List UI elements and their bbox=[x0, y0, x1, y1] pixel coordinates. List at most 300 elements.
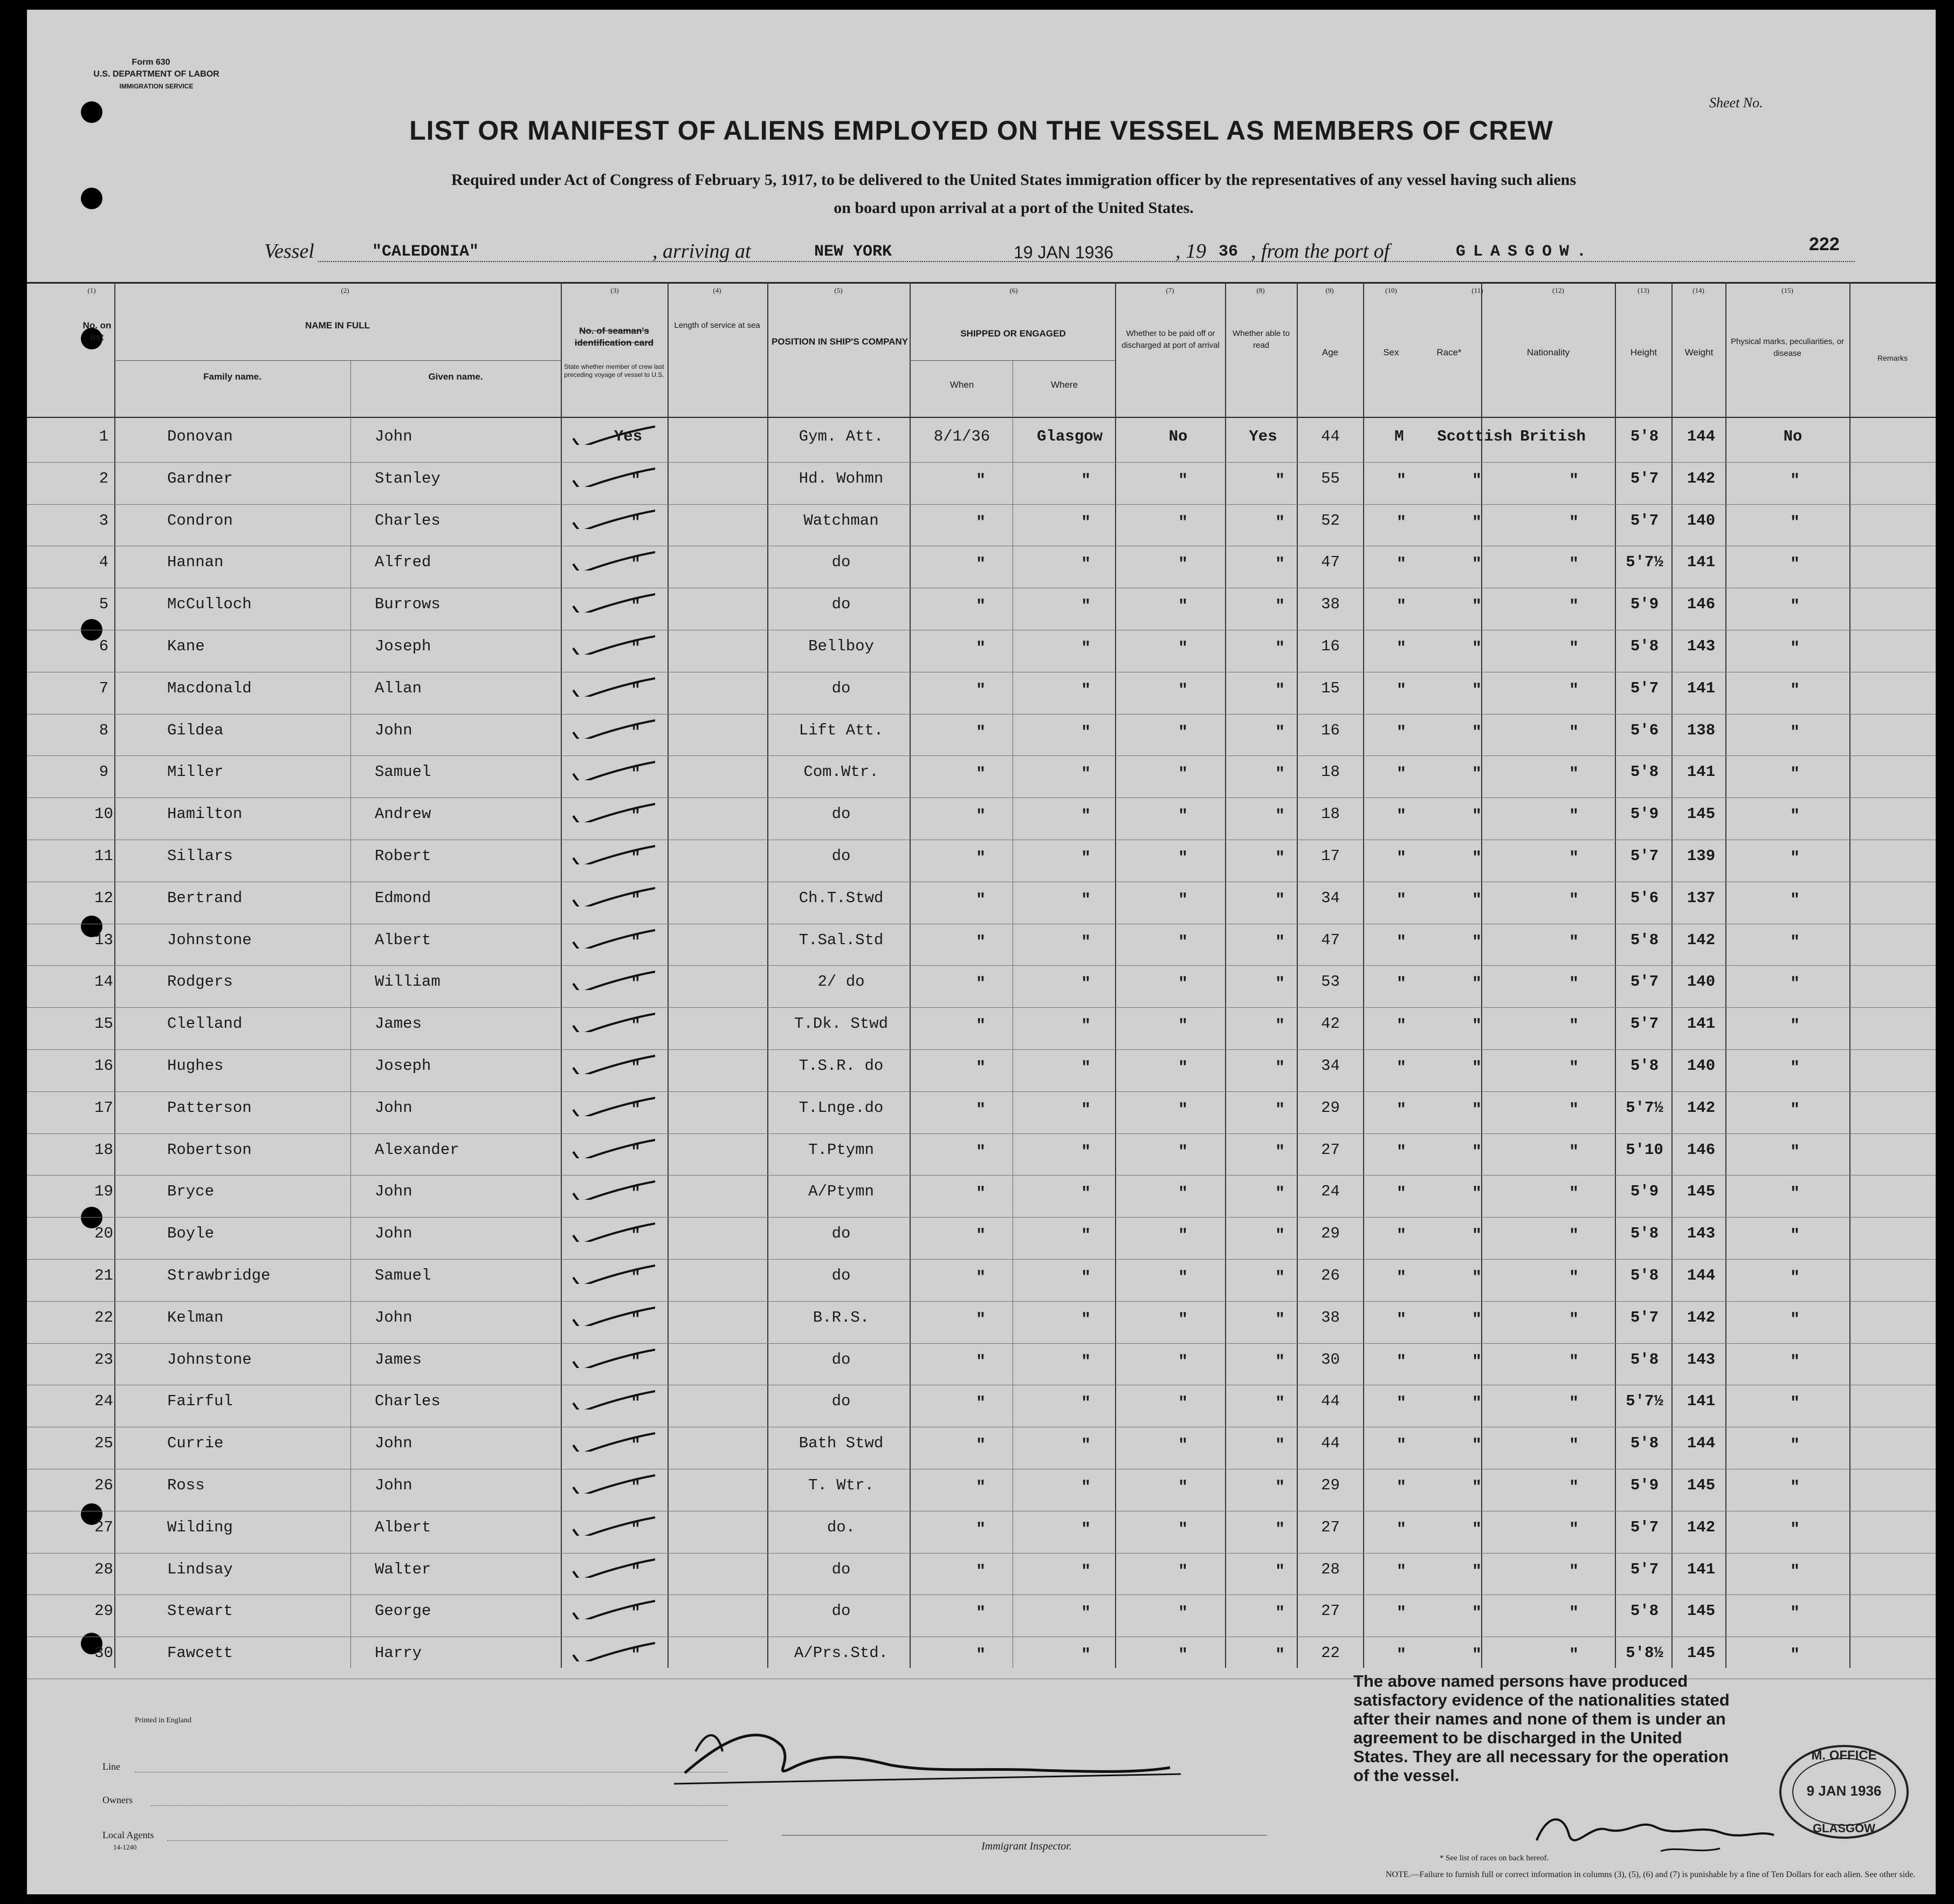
column-number: (5) bbox=[834, 286, 843, 294]
physical-marks-ditto: " bbox=[1790, 513, 1800, 532]
nationality-ditto: " bbox=[1569, 1520, 1579, 1539]
able-read-ditto: " bbox=[1275, 807, 1285, 826]
height: 5'7 bbox=[1630, 511, 1659, 530]
shipped-where-ditto: " bbox=[1081, 891, 1091, 910]
row-number: 13 bbox=[94, 931, 113, 949]
races-footnote: * See list of races on back hereof. bbox=[1440, 1854, 1549, 1862]
shipped-where-ditto: " bbox=[1081, 1017, 1091, 1036]
physical-marks-ditto: " bbox=[1790, 1604, 1800, 1623]
position: Com.Wtr. bbox=[803, 763, 879, 781]
race-ditto: " bbox=[1472, 1394, 1482, 1413]
weight: 145 bbox=[1687, 1476, 1716, 1494]
race-ditto: " bbox=[1472, 1269, 1482, 1287]
row-number: 12 bbox=[94, 889, 113, 907]
header-family-name: Family name. bbox=[203, 372, 262, 382]
given-name: Alexander bbox=[375, 1140, 459, 1159]
service-label: IMMIGRATION SERVICE bbox=[119, 83, 194, 90]
row-number: 29 bbox=[94, 1602, 113, 1620]
family-name: Strawbridge bbox=[167, 1267, 271, 1284]
able-read-ditto: " bbox=[1275, 1143, 1285, 1161]
column-number: (13) bbox=[1637, 286, 1649, 294]
age: 44 bbox=[1321, 428, 1340, 445]
able-read-ditto: " bbox=[1275, 933, 1285, 952]
header-sex: Sex bbox=[1383, 347, 1399, 358]
check-mark bbox=[569, 1053, 655, 1074]
given-name: Charles bbox=[375, 511, 441, 530]
check-mark bbox=[569, 759, 655, 780]
column-divider bbox=[910, 282, 911, 1668]
nationality-ditto: " bbox=[1569, 555, 1579, 574]
family-name: Sillars bbox=[167, 847, 233, 865]
family-name: Kane bbox=[167, 637, 205, 655]
given-name: Walter bbox=[375, 1560, 431, 1578]
paid-off-ditto: " bbox=[1178, 765, 1188, 784]
physical-marks-ditto: " bbox=[1790, 933, 1800, 952]
shipped-when-ditto: " bbox=[976, 555, 986, 574]
shipped-where-ditto: " bbox=[1081, 1352, 1091, 1371]
row-number: 10 bbox=[94, 805, 113, 823]
physical-marks-ditto: " bbox=[1790, 597, 1800, 616]
from-port-label: , from the port of bbox=[1251, 240, 1390, 263]
weight: 145 bbox=[1687, 1602, 1716, 1620]
sex-ditto: " bbox=[1396, 1436, 1407, 1455]
age: 29 bbox=[1321, 1098, 1340, 1117]
nationality-ditto: " bbox=[1569, 1604, 1579, 1623]
weight: 144 bbox=[1687, 1434, 1716, 1453]
header-shipped: SHIPPED OR ENGAGED bbox=[960, 328, 1066, 339]
page-title: LIST OR MANIFEST OF ALIENS EMPLOYED ON THE VESSEL AS MEMBERS OF CREW bbox=[409, 115, 1553, 146]
manifest-sheet bbox=[27, 10, 1936, 1894]
nationality-ditto: " bbox=[1569, 1269, 1579, 1287]
paid-off-ditto: " bbox=[1178, 1269, 1188, 1287]
shipped-where: Glasgow bbox=[1037, 428, 1103, 445]
check-mark bbox=[569, 591, 655, 613]
able-read-ditto: " bbox=[1275, 1017, 1285, 1036]
subtitle-line-1: Required under Act of Congress of February 5, 1917, to be delivered to the United States immigration officer by the representatives of any vessel having such aliens bbox=[451, 171, 1576, 189]
vessel-row bbox=[27, 236, 1936, 269]
line-label: Line bbox=[102, 1761, 120, 1772]
race-ditto: " bbox=[1472, 891, 1482, 910]
physical-marks-ditto: " bbox=[1790, 555, 1800, 574]
shipped-where-ditto: " bbox=[1081, 471, 1091, 490]
crew-last-voyage: Yes bbox=[614, 428, 643, 445]
shipped-where-ditto: " bbox=[1081, 513, 1091, 532]
paid-off-ditto: " bbox=[1178, 555, 1188, 574]
crew-last-voyage-ditto: " bbox=[631, 1394, 641, 1413]
given-name: William bbox=[375, 973, 441, 991]
check-mark bbox=[569, 801, 655, 822]
family-name: Hughes bbox=[167, 1057, 224, 1075]
check-mark bbox=[569, 675, 655, 697]
nationality-ditto: " bbox=[1569, 513, 1579, 532]
column-divider bbox=[767, 282, 768, 1668]
sex-ditto: " bbox=[1396, 1646, 1407, 1665]
position: do bbox=[831, 1392, 851, 1411]
penalty-note: NOTE.—Failure to furnish full or correct information in columns (3), (5), (6) and (7) is punishable by a fine of Ten Dollars for each alien. See other side. bbox=[1386, 1870, 1916, 1879]
paid-off-ditto: " bbox=[1178, 1059, 1188, 1077]
row-rule bbox=[27, 965, 1936, 966]
position: do bbox=[831, 1350, 851, 1369]
weight: 141 bbox=[1687, 1560, 1716, 1578]
sex-ditto: " bbox=[1396, 1394, 1407, 1413]
family-name: Fawcett bbox=[167, 1644, 233, 1662]
sex-ditto: " bbox=[1396, 849, 1407, 868]
shipped-when-ditto: " bbox=[976, 849, 986, 868]
agents-rule bbox=[167, 1840, 728, 1841]
age: 26 bbox=[1321, 1267, 1340, 1284]
crew-last-voyage-ditto: " bbox=[631, 723, 641, 742]
physical-marks-ditto: " bbox=[1790, 1310, 1800, 1329]
family-name: Patterson bbox=[167, 1098, 252, 1117]
race-ditto: " bbox=[1472, 933, 1482, 952]
race-ditto: " bbox=[1472, 1520, 1482, 1539]
sex-ditto: " bbox=[1396, 1227, 1407, 1246]
given-name: Burrows bbox=[375, 595, 441, 614]
inspector-rule bbox=[782, 1835, 1267, 1836]
header-race: Race* bbox=[1436, 347, 1462, 358]
row-number: 16 bbox=[94, 1057, 113, 1075]
race-ditto: " bbox=[1472, 975, 1482, 994]
weight: 141 bbox=[1687, 679, 1716, 697]
shipped-when-ditto: " bbox=[976, 723, 986, 742]
row-rule bbox=[27, 1175, 1936, 1176]
row-number: 25 bbox=[94, 1434, 113, 1453]
height: 5'7 bbox=[1630, 1015, 1659, 1033]
column-number: (10) bbox=[1385, 286, 1397, 294]
nationality-ditto: " bbox=[1569, 1059, 1579, 1077]
given-name: Joseph bbox=[375, 1057, 431, 1075]
sex-ditto: " bbox=[1396, 723, 1407, 742]
given-name: John bbox=[375, 1225, 412, 1243]
weight: 146 bbox=[1687, 1140, 1716, 1159]
nationality-ditto: " bbox=[1569, 1394, 1579, 1413]
height: 5'6 bbox=[1630, 889, 1659, 907]
position: A/Ptymn bbox=[808, 1183, 874, 1201]
header-name-in-full: NAME IN FULL bbox=[305, 320, 370, 331]
height: 5'8 bbox=[1630, 1434, 1659, 1453]
crew-last-voyage-ditto: " bbox=[631, 1017, 641, 1036]
age: 53 bbox=[1321, 973, 1340, 991]
family-name: Clelland bbox=[167, 1015, 243, 1033]
shipped-when-ditto: " bbox=[976, 807, 986, 826]
sex-ditto: " bbox=[1396, 975, 1407, 994]
nationality-ditto: " bbox=[1569, 1101, 1579, 1119]
header-where: Where bbox=[1050, 380, 1078, 390]
nationality: British bbox=[1520, 428, 1586, 445]
crew-last-voyage-ditto: " bbox=[631, 765, 641, 784]
weight: 142 bbox=[1687, 1098, 1716, 1117]
shipped-where-ditto: " bbox=[1081, 681, 1091, 700]
row-number: 11 bbox=[94, 847, 113, 865]
subtitle bbox=[286, 166, 1742, 222]
column-number: (9) bbox=[1325, 286, 1334, 294]
paid-off-ditto: " bbox=[1178, 640, 1188, 658]
position: do bbox=[831, 1602, 851, 1620]
row-number: 2 bbox=[99, 469, 109, 487]
crew-last-voyage-ditto: " bbox=[631, 640, 641, 658]
given-name: John bbox=[375, 1476, 412, 1494]
column-number: (2) bbox=[341, 286, 349, 294]
nationality-ditto: " bbox=[1569, 1310, 1579, 1329]
age: 27 bbox=[1321, 1518, 1340, 1536]
shipped-where-ditto: " bbox=[1081, 975, 1091, 994]
shipped-where-ditto: " bbox=[1081, 807, 1091, 826]
header-remarks: Remarks bbox=[1877, 354, 1908, 362]
row-number: 6 bbox=[99, 637, 109, 655]
race-ditto: " bbox=[1472, 471, 1482, 490]
weight: 139 bbox=[1687, 847, 1716, 865]
paid-off-ditto: " bbox=[1178, 975, 1188, 994]
able-read-ditto: " bbox=[1275, 1646, 1285, 1665]
column-number: (12) bbox=[1552, 286, 1564, 294]
shipped-where-ditto: " bbox=[1081, 1101, 1091, 1119]
crew-last-voyage-ditto: " bbox=[631, 975, 641, 994]
row-number: 28 bbox=[94, 1560, 113, 1578]
weight: 140 bbox=[1687, 511, 1716, 530]
row-number: 4 bbox=[99, 553, 109, 572]
age: 18 bbox=[1321, 763, 1340, 781]
row-number: 18 bbox=[94, 1140, 113, 1159]
crew-last-voyage-ditto: " bbox=[631, 1352, 641, 1371]
age: 52 bbox=[1321, 511, 1340, 530]
row-number: 23 bbox=[94, 1350, 113, 1369]
check-mark bbox=[569, 1178, 655, 1200]
check-mark bbox=[569, 927, 655, 948]
column-number: (11) bbox=[1471, 286, 1483, 294]
sex-ditto: " bbox=[1396, 1479, 1407, 1497]
sex-ditto: " bbox=[1396, 1562, 1407, 1581]
race-ditto: " bbox=[1472, 681, 1482, 700]
weight: 141 bbox=[1687, 1015, 1716, 1033]
given-name: Robert bbox=[375, 847, 431, 865]
weight: 145 bbox=[1687, 1644, 1716, 1662]
able-read-ditto: " bbox=[1275, 1227, 1285, 1246]
sex-ditto: " bbox=[1396, 555, 1407, 574]
check-mark bbox=[569, 1011, 655, 1032]
weight: 140 bbox=[1687, 1057, 1716, 1075]
weight: 141 bbox=[1687, 763, 1716, 781]
height: 5'8 bbox=[1630, 763, 1659, 781]
shipped-when-ditto: " bbox=[976, 1520, 986, 1539]
physical-marks-ditto: " bbox=[1790, 765, 1800, 784]
family-name: Gildea bbox=[167, 721, 224, 739]
age: 22 bbox=[1321, 1644, 1340, 1662]
physical-marks-ditto: " bbox=[1790, 1562, 1800, 1581]
family-name: Ross bbox=[167, 1476, 205, 1494]
physical-marks-ditto: " bbox=[1790, 975, 1800, 994]
row-number: 24 bbox=[94, 1392, 113, 1411]
year-label: , 19 bbox=[1175, 240, 1206, 263]
shipped-where-ditto: " bbox=[1081, 1604, 1091, 1623]
nationality-ditto: " bbox=[1569, 933, 1579, 952]
physical-marks-ditto: " bbox=[1790, 681, 1800, 700]
paid-off-ditto: " bbox=[1178, 1646, 1188, 1665]
sex-ditto: " bbox=[1396, 513, 1407, 532]
position: do bbox=[831, 1267, 851, 1284]
weight: 145 bbox=[1687, 1183, 1716, 1201]
stamp-city: GLASGOW bbox=[1812, 1821, 1876, 1835]
height: 5'8 bbox=[1630, 428, 1659, 445]
shipped-where-ditto: " bbox=[1081, 1436, 1091, 1455]
able-read-ditto: " bbox=[1275, 1059, 1285, 1077]
age: 30 bbox=[1321, 1350, 1340, 1369]
family-name: Hamilton bbox=[167, 805, 243, 823]
able-read-ditto: " bbox=[1275, 1269, 1285, 1287]
crew-last-voyage-ditto: " bbox=[631, 1436, 641, 1455]
age: 47 bbox=[1321, 553, 1340, 572]
able-read-ditto: " bbox=[1275, 1310, 1285, 1329]
row-number: 15 bbox=[94, 1015, 113, 1033]
sex-ditto: " bbox=[1396, 807, 1407, 826]
vessel-name: "CALEDONIA" bbox=[372, 243, 479, 261]
physical-marks-ditto: " bbox=[1790, 1269, 1800, 1287]
family-name: Johnstone bbox=[167, 1350, 252, 1369]
given-name: Stanley bbox=[375, 469, 441, 487]
column-number: (3) bbox=[610, 286, 619, 294]
column-divider bbox=[1671, 282, 1673, 1668]
check-mark bbox=[569, 1095, 655, 1116]
stamp-office: M. OFFICE bbox=[1811, 1748, 1877, 1763]
sex-ditto: " bbox=[1396, 640, 1407, 658]
shipped-when-ditto: " bbox=[976, 1017, 986, 1036]
column-divider bbox=[1225, 282, 1226, 1668]
height: 5'7½ bbox=[1626, 1392, 1663, 1411]
age: 44 bbox=[1321, 1434, 1340, 1453]
nationality-ditto: " bbox=[1569, 1017, 1579, 1036]
race-ditto: " bbox=[1472, 640, 1482, 658]
shipped-when-ditto: " bbox=[976, 933, 986, 952]
height: 5'6 bbox=[1630, 721, 1659, 739]
check-mark bbox=[569, 1388, 655, 1410]
shipped-when-ditto: " bbox=[976, 1185, 986, 1204]
height: 5'8 bbox=[1630, 1602, 1659, 1620]
weight: 146 bbox=[1687, 595, 1716, 614]
sex-ditto: " bbox=[1396, 1101, 1407, 1119]
weight: 144 bbox=[1687, 1267, 1716, 1284]
weight: 143 bbox=[1687, 1225, 1716, 1243]
column-number: (14) bbox=[1692, 286, 1704, 294]
nationality-ditto: " bbox=[1569, 1185, 1579, 1204]
crew-last-voyage-ditto: " bbox=[631, 1059, 641, 1077]
physical-marks-ditto: " bbox=[1790, 1227, 1800, 1246]
given-name: John bbox=[375, 1183, 412, 1201]
paid-off-ditto: " bbox=[1178, 1227, 1188, 1246]
column-divider bbox=[1849, 282, 1850, 1668]
physical-marks-ditto: " bbox=[1790, 471, 1800, 490]
height: 5'9 bbox=[1630, 1183, 1659, 1201]
nationality-ditto: " bbox=[1569, 1479, 1579, 1497]
check-mark bbox=[569, 1556, 655, 1578]
weight: 145 bbox=[1687, 805, 1716, 823]
shipped-where-ditto: " bbox=[1081, 1562, 1091, 1581]
given-name: Albert bbox=[375, 931, 431, 949]
shipped-when-ditto: " bbox=[976, 765, 986, 784]
family-name: Currie bbox=[167, 1434, 224, 1453]
nationality-ditto: " bbox=[1569, 723, 1579, 742]
row-rule bbox=[27, 1259, 1936, 1260]
check-mark bbox=[569, 1598, 655, 1619]
crew-last-voyage-ditto: " bbox=[631, 1604, 641, 1623]
weight: 142 bbox=[1687, 931, 1716, 949]
position: T.Lnge.do bbox=[799, 1098, 884, 1117]
shipped-when-ditto: " bbox=[976, 1646, 986, 1665]
position: Ch.T.Stwd bbox=[799, 889, 884, 907]
column-number: (7) bbox=[1166, 286, 1174, 294]
header-position: POSITION IN SHIP'S COMPANY bbox=[771, 336, 909, 347]
header-last-voyage: State whether member of crew last preceding voyage of vessel to U.S. bbox=[564, 363, 664, 379]
physical-marks-ditto: " bbox=[1790, 723, 1800, 742]
able-read-ditto: " bbox=[1275, 765, 1285, 784]
header-id-card: No. of seaman's identification card bbox=[574, 326, 654, 348]
paid-off-ditto: " bbox=[1178, 1185, 1188, 1204]
position: do bbox=[831, 1225, 851, 1243]
height: 5'7½ bbox=[1626, 553, 1663, 572]
paid-off-ditto: " bbox=[1178, 681, 1188, 700]
sex-ditto: " bbox=[1396, 1352, 1407, 1371]
able-read-ditto: " bbox=[1275, 1604, 1285, 1623]
paid-off-ditto: " bbox=[1178, 1101, 1188, 1119]
given-name: George bbox=[375, 1602, 431, 1620]
position: A/Prs.Std. bbox=[794, 1644, 889, 1662]
physical-marks-ditto: " bbox=[1790, 1101, 1800, 1119]
age: 24 bbox=[1321, 1183, 1340, 1201]
position: T.Sal.Std bbox=[799, 931, 884, 949]
check-mark bbox=[569, 1430, 655, 1452]
row-number: 5 bbox=[99, 595, 109, 614]
paid-off-ditto: " bbox=[1178, 1562, 1188, 1581]
shipped-when-ditto: " bbox=[976, 513, 986, 532]
paid-off-ditto: " bbox=[1178, 1394, 1188, 1413]
header-physical: Physical marks, peculiarities, or disease bbox=[1730, 337, 1845, 358]
crew-last-voyage-ditto: " bbox=[631, 933, 641, 952]
able-read-ditto: " bbox=[1275, 1352, 1285, 1371]
family-name: Bryce bbox=[167, 1183, 215, 1201]
weight: 141 bbox=[1687, 1392, 1716, 1411]
check-mark bbox=[569, 633, 655, 655]
shipped-where-ditto: " bbox=[1081, 1059, 1091, 1077]
position: do bbox=[831, 805, 851, 823]
page-number: 222 bbox=[1809, 234, 1840, 255]
age: 29 bbox=[1321, 1476, 1340, 1494]
row-number: 21 bbox=[94, 1267, 113, 1284]
height: 5'7 bbox=[1630, 847, 1659, 865]
row-number: 30 bbox=[94, 1644, 113, 1662]
paid-off-ditto: " bbox=[1178, 1143, 1188, 1161]
nationality-ditto: " bbox=[1569, 975, 1579, 994]
paid-off-ditto: " bbox=[1178, 891, 1188, 910]
height: 5'8 bbox=[1630, 1225, 1659, 1243]
given-name: Samuel bbox=[375, 763, 431, 781]
punch-hole bbox=[81, 188, 102, 209]
header-given-name: Given name. bbox=[428, 372, 483, 382]
column-divider bbox=[561, 282, 562, 1668]
sex-ditto: " bbox=[1396, 933, 1407, 952]
declaration-text: The above named persons have produced satisfactory evidence of the nationalities stated after their names and none of them is under an agreement to be discharged in the United States. They are all necessary for the operation of the vessel. bbox=[1353, 1672, 1730, 1785]
able-read-ditto: " bbox=[1275, 849, 1285, 868]
check-mark bbox=[569, 843, 655, 864]
able-read-ditto: " bbox=[1275, 597, 1285, 616]
row-rule bbox=[27, 1217, 1936, 1218]
row-rule bbox=[27, 1594, 1936, 1595]
family-name: Donovan bbox=[167, 428, 233, 445]
given-name: John bbox=[375, 428, 412, 445]
shipped-when: 8/1/36 bbox=[933, 428, 990, 445]
position: Lift Att. bbox=[799, 721, 884, 739]
able-read-ditto: " bbox=[1275, 513, 1285, 532]
shipped-where-ditto: " bbox=[1081, 640, 1091, 658]
column-divider bbox=[668, 282, 669, 1668]
row-number: 1 bbox=[99, 428, 109, 445]
